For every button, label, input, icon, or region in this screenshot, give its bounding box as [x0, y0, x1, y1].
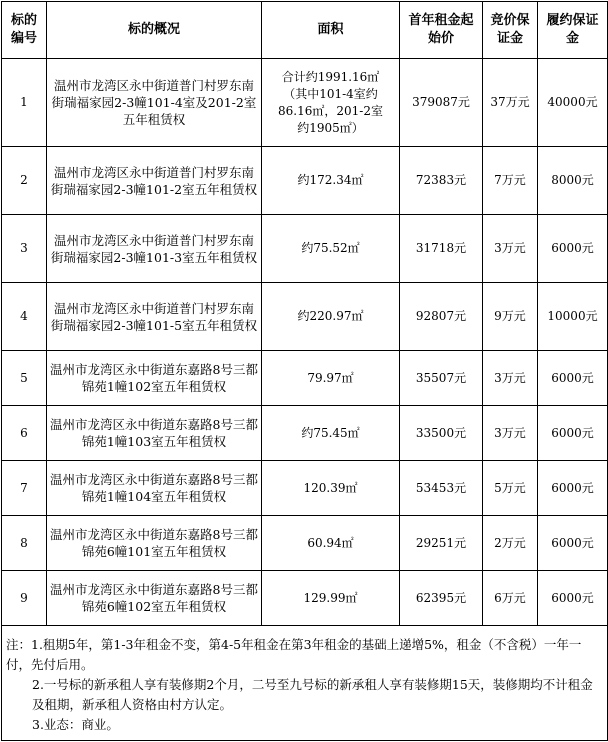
table-row — [2, 215, 608, 283]
overview-cell: 温州市龙湾区永中街道普门村罗东南街瑞福家园2-3幢101-4室及201-2室五年租赁权 — [47, 59, 262, 147]
area-line: 约1905㎡） — [297, 120, 364, 135]
bid-deposit-cell: 5万元 — [483, 461, 538, 516]
rent-cell: 33500元 — [400, 406, 483, 461]
area-line: 86.16㎡，201-2室 — [278, 103, 383, 118]
area-line: 约75.52㎡ — [301, 241, 360, 255]
header-overview: 标的概况 — [47, 2, 262, 59]
performance-deposit-cell: 6000元 — [538, 215, 608, 283]
table-row — [2, 516, 608, 571]
table-row — [2, 283, 608, 351]
area-line: 约75.45㎡ — [301, 425, 360, 440]
lot-number-cell: 3 — [2, 215, 47, 283]
bid-deposit-cell: 3万元 — [483, 215, 538, 283]
rent-cell: 53453元 — [400, 461, 483, 516]
header-area: 面积 — [262, 2, 400, 59]
performance-deposit-cell: 6000元 — [538, 516, 608, 571]
area-cell — [262, 147, 400, 215]
area-line: 129.99㎡ — [303, 590, 358, 605]
area-cell — [262, 59, 400, 147]
table-row — [2, 461, 608, 516]
bid-deposit-cell: 37万元 — [483, 59, 538, 147]
overview-cell: 温州市龙湾区永中街道普门村罗东南街瑞福家园2-3幢101-2室五年租赁权 — [47, 147, 262, 215]
lot-number-cell: 8 — [2, 516, 47, 571]
overview-cell: 温州市龙湾区永中街道东嘉路8号三都锦苑6幢102室五年租赁权 — [47, 571, 262, 626]
performance-deposit-cell: 40000元 — [538, 59, 608, 147]
area-line: （其中101-4室约 — [283, 86, 378, 101]
area-cell — [262, 571, 400, 626]
header-bid-deposit: 竞价保证金 — [483, 2, 538, 59]
area-line: 79.97㎡ — [307, 370, 354, 385]
rent-cell: 29251元 — [400, 516, 483, 571]
table-row — [2, 571, 608, 626]
header-first-year-rent: 首年租金起始价 — [400, 2, 483, 59]
table-header-row — [2, 2, 608, 59]
lot-number-cell: 2 — [2, 147, 47, 215]
performance-deposit-cell: 8000元 — [538, 147, 608, 215]
bid-deposit-cell: 3万元 — [483, 351, 538, 406]
rent-cell: 72383元 — [400, 147, 483, 215]
lease-lots-table — [1, 1, 608, 741]
table-row — [2, 147, 608, 215]
table-row — [2, 351, 608, 406]
overview-cell: 温州市龙湾区永中街道普门村罗东南街瑞福家园2-3幢101-3室五年租赁权 — [47, 215, 262, 283]
performance-deposit-cell: 6000元 — [538, 571, 608, 626]
performance-deposit-cell: 6000元 — [538, 461, 608, 516]
area-cell — [262, 283, 400, 351]
table-row — [2, 59, 608, 147]
area-line: 120.39㎡ — [303, 480, 358, 495]
area-line: 合计约1991.16㎡ — [281, 69, 380, 84]
bid-deposit-cell: 2万元 — [483, 516, 538, 571]
area-cell — [262, 406, 400, 461]
rent-cell: 35507元 — [400, 351, 483, 406]
table-row — [2, 406, 608, 461]
performance-deposit-cell: 6000元 — [538, 351, 608, 406]
note-3: 3.业态：商业。 — [32, 717, 119, 732]
area-line: 60.94㎡ — [307, 535, 354, 550]
area-cell — [262, 351, 400, 406]
bid-deposit-cell: 7万元 — [483, 147, 538, 215]
bid-deposit-cell: 3万元 — [483, 406, 538, 461]
lot-number-cell: 9 — [2, 571, 47, 626]
lot-number-cell: 4 — [2, 283, 47, 351]
overview-cell: 温州市龙湾区永中街道东嘉路8号三都锦苑1幢103室五年租赁权 — [47, 406, 262, 461]
notes-row — [2, 626, 608, 741]
lot-number-cell: 6 — [2, 406, 47, 461]
area-cell — [262, 215, 400, 283]
bid-deposit-cell: 6万元 — [483, 571, 538, 626]
rent-cell: 92807元 — [400, 283, 483, 351]
overview-cell: 温州市龙湾区永中街道东嘉路8号三都锦苑6幢101室五年租赁权 — [47, 516, 262, 571]
area-line: 约172.34㎡ — [297, 173, 364, 187]
rent-cell: 31718元 — [400, 215, 483, 283]
notes-cell — [2, 626, 608, 741]
area-line: 约220.97㎡ — [297, 309, 364, 323]
area-cell — [262, 461, 400, 516]
lot-number-cell: 1 — [2, 59, 47, 147]
note-2: 2.一号标的新承租人享有装修期2个月，二号至九号标的新承租人享有装修期15天，装修期均不计租金及租期，新承租人资格由村方认定。 — [32, 677, 593, 712]
rent-cell: 379087元 — [400, 59, 483, 147]
note-1: 注：1.租期5年，第1-3年租金不变，第4-5年租金在第3年租金的基础上递增5%，租金（不含税）一年一付，先付后用。 — [6, 637, 582, 672]
performance-deposit-cell: 10000元 — [538, 283, 608, 351]
overview-cell: 温州市龙湾区永中街道东嘉路8号三都锦苑1幢102室五年租赁权 — [47, 351, 262, 406]
overview-cell: 温州市龙湾区永中街道普门村罗东南街瑞福家园2-3幢101-5室五年租赁权 — [47, 283, 262, 351]
overview-cell: 温州市龙湾区永中街道东嘉路8号三都锦苑1幢104室五年租赁权 — [47, 461, 262, 516]
bid-deposit-cell: 9万元 — [483, 283, 538, 351]
rent-cell: 62395元 — [400, 571, 483, 626]
lot-number-cell: 5 — [2, 351, 47, 406]
performance-deposit-cell: 6000元 — [538, 406, 608, 461]
header-performance-deposit: 履约保证金 — [538, 2, 608, 59]
header-lot-number: 标的编号 — [2, 2, 47, 59]
lot-number-cell: 7 — [2, 461, 47, 516]
area-cell — [262, 516, 400, 571]
